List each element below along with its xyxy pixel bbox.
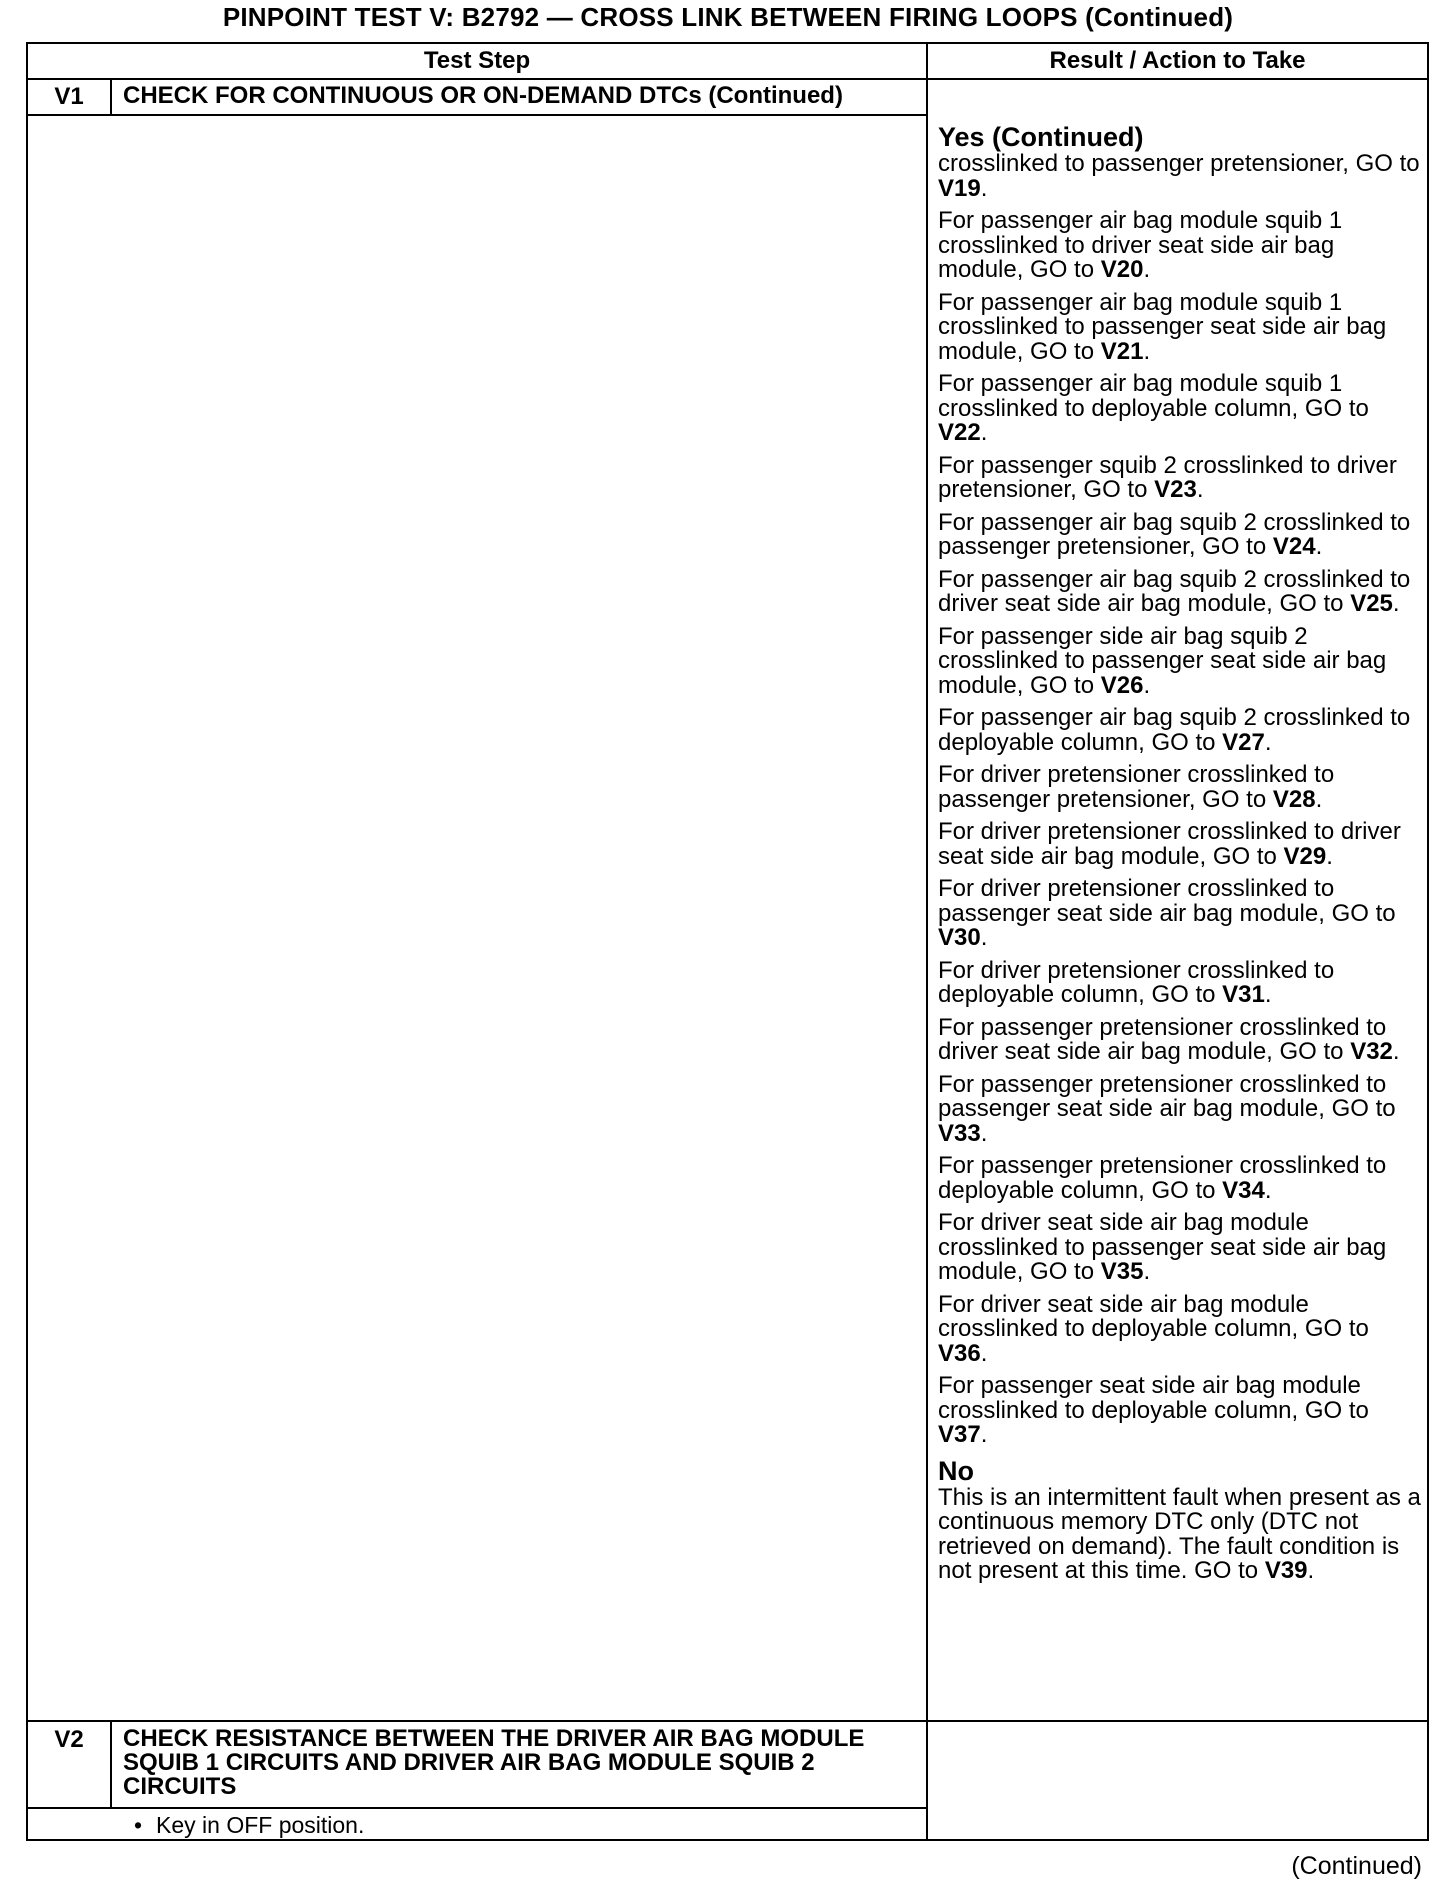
no-text: This is an intermittent fault when present as a continuous memory DTC only (DTC not retrieved on demand). The fault condition is not present at this time. GO to V39. [938,1483,1421,1584]
no-block [938,1456,1424,1584]
goto-ref: V35 [1100,1258,1144,1285]
bullet-marker: • [133,1812,143,1838]
result-item: For passenger pretensioner crosslinked to driver seat side air bag module, GO to V32. [938,1013,1400,1065]
v2-step-id: V2 [54,1726,84,1753]
result-item: For driver seat side air bag module crosslinked to passenger seat side air bag module, GO to V35. [938,1209,1387,1285]
goto-ref: V25 [1350,590,1393,617]
result-item: For passenger seat side air bag module crosslinked to deployable column, GO to V37. [938,1372,1369,1448]
result-item: For passenger side air bag squib 2 crosslinked to passenger seat side air bag module, GO to V26. [938,622,1387,699]
goto-ref: V20 [1100,256,1144,283]
yes-heading: Yes (Continued) [938,122,1144,152]
v1-id-divider [110,80,112,114]
continued-footer: (Continued) [1291,1852,1422,1880]
goto-ref: V21 [1100,337,1144,365]
goto-ref: V27 [1222,728,1265,756]
no-goto-ref: V39 [1264,1557,1308,1584]
v1-title-rule [28,114,926,116]
header-result: Result / Action to Take [1049,47,1306,74]
result-item: For passenger pretensioner crosslinked to deployable column, GO to V34. [938,1152,1387,1204]
result-item: For driver pretensioner crosslinked to deployable column, GO to V31. [938,956,1335,1008]
result-item: For passenger air bag module squib 1 crosslinked to passenger seat side air bag module, GO to V21. [938,288,1387,365]
goto-ref: V23 [1154,476,1197,503]
goto-ref: V33 [938,1119,981,1147]
result-item: crosslinked to passenger pretensioner, GO to V19. [938,150,1420,202]
goto-ref: V30 [938,924,981,951]
goto-ref: V22 [938,419,981,446]
page-title: PINPOINT TEST V: B2792 — CROSS LINK BETWEEN FIRING LOOPS (Continued) [222,2,1234,32]
v2-step-title: CHECK RESISTANCE BETWEEN THE DRIVER AIR BAG MODULE SQUIB 1 CIRCUITS AND DRIVER AIR BAG MODULE SQUIB 2 CIRCUITS [123,1725,865,1800]
goto-ref: V34 [1222,1176,1265,1204]
v2-bullet-item [120,1812,364,1838]
result-item: For driver pretensioner crosslinked to passenger pretensioner, GO to V28. [938,761,1335,813]
goto-ref: V32 [1350,1038,1393,1065]
v1-result-column [938,122,1424,1584]
result-item: For passenger air bag squib 2 crosslinked to deployable column, GO to V27. [938,704,1411,756]
result-item: For passenger air bag module squib 1 crosslinked to driver seat side air bag module, GO to V20. [938,207,1343,283]
goto-ref: V28 [1272,785,1316,813]
column-divider [926,44,928,1839]
result-item: For passenger air bag squib 2 crosslinked to passenger pretensioner, GO to V24. [938,508,1411,560]
v2-id-divider [110,1722,112,1807]
goto-ref: V26 [1100,671,1144,699]
result-item: For driver seat side air bag module crosslinked to deployable column, GO to V36. [938,1290,1369,1367]
no-heading: No [938,1455,974,1486]
goto-ref: V24 [1272,533,1316,560]
goto-ref: V37 [938,1421,981,1448]
v2-row-rule [28,1720,1427,1722]
v1-step-title: CHECK FOR CONTINUOUS OR ON-DEMAND DTCs (Continued) [123,82,843,109]
goto-ref: V29 [1283,842,1327,870]
result-item: For passenger air bag module squib 1 crosslinked to deployable column, GO to V22. [938,370,1369,446]
header-rule [28,78,1427,80]
header-test-step: Test Step [423,47,531,74]
v1-step-id: V1 [54,83,84,110]
result-item: For driver pretensioner crosslinked to passenger seat side air bag module, GO to V30. [938,875,1396,951]
result-item: For passenger pretensioner crosslinked to passenger seat side air bag module, GO to V33. [938,1070,1396,1147]
bullet-text: Key in OFF position. [156,1812,365,1838]
yes-items [938,152,1424,1448]
goto-ref: V31 [1222,981,1265,1008]
result-item: For passenger air bag squib 2 crosslinked to driver seat side air bag module, GO to V25. [938,565,1411,617]
result-item: For driver pretensioner crosslinked to driver seat side air bag module, GO to V29. [938,818,1401,870]
v2-title-rule [28,1807,926,1809]
result-item: For passenger squib 2 crosslinked to driver pretensioner, GO to V23. [938,451,1397,503]
goto-ref: V19 [938,174,981,202]
goto-ref: V36 [938,1339,981,1367]
